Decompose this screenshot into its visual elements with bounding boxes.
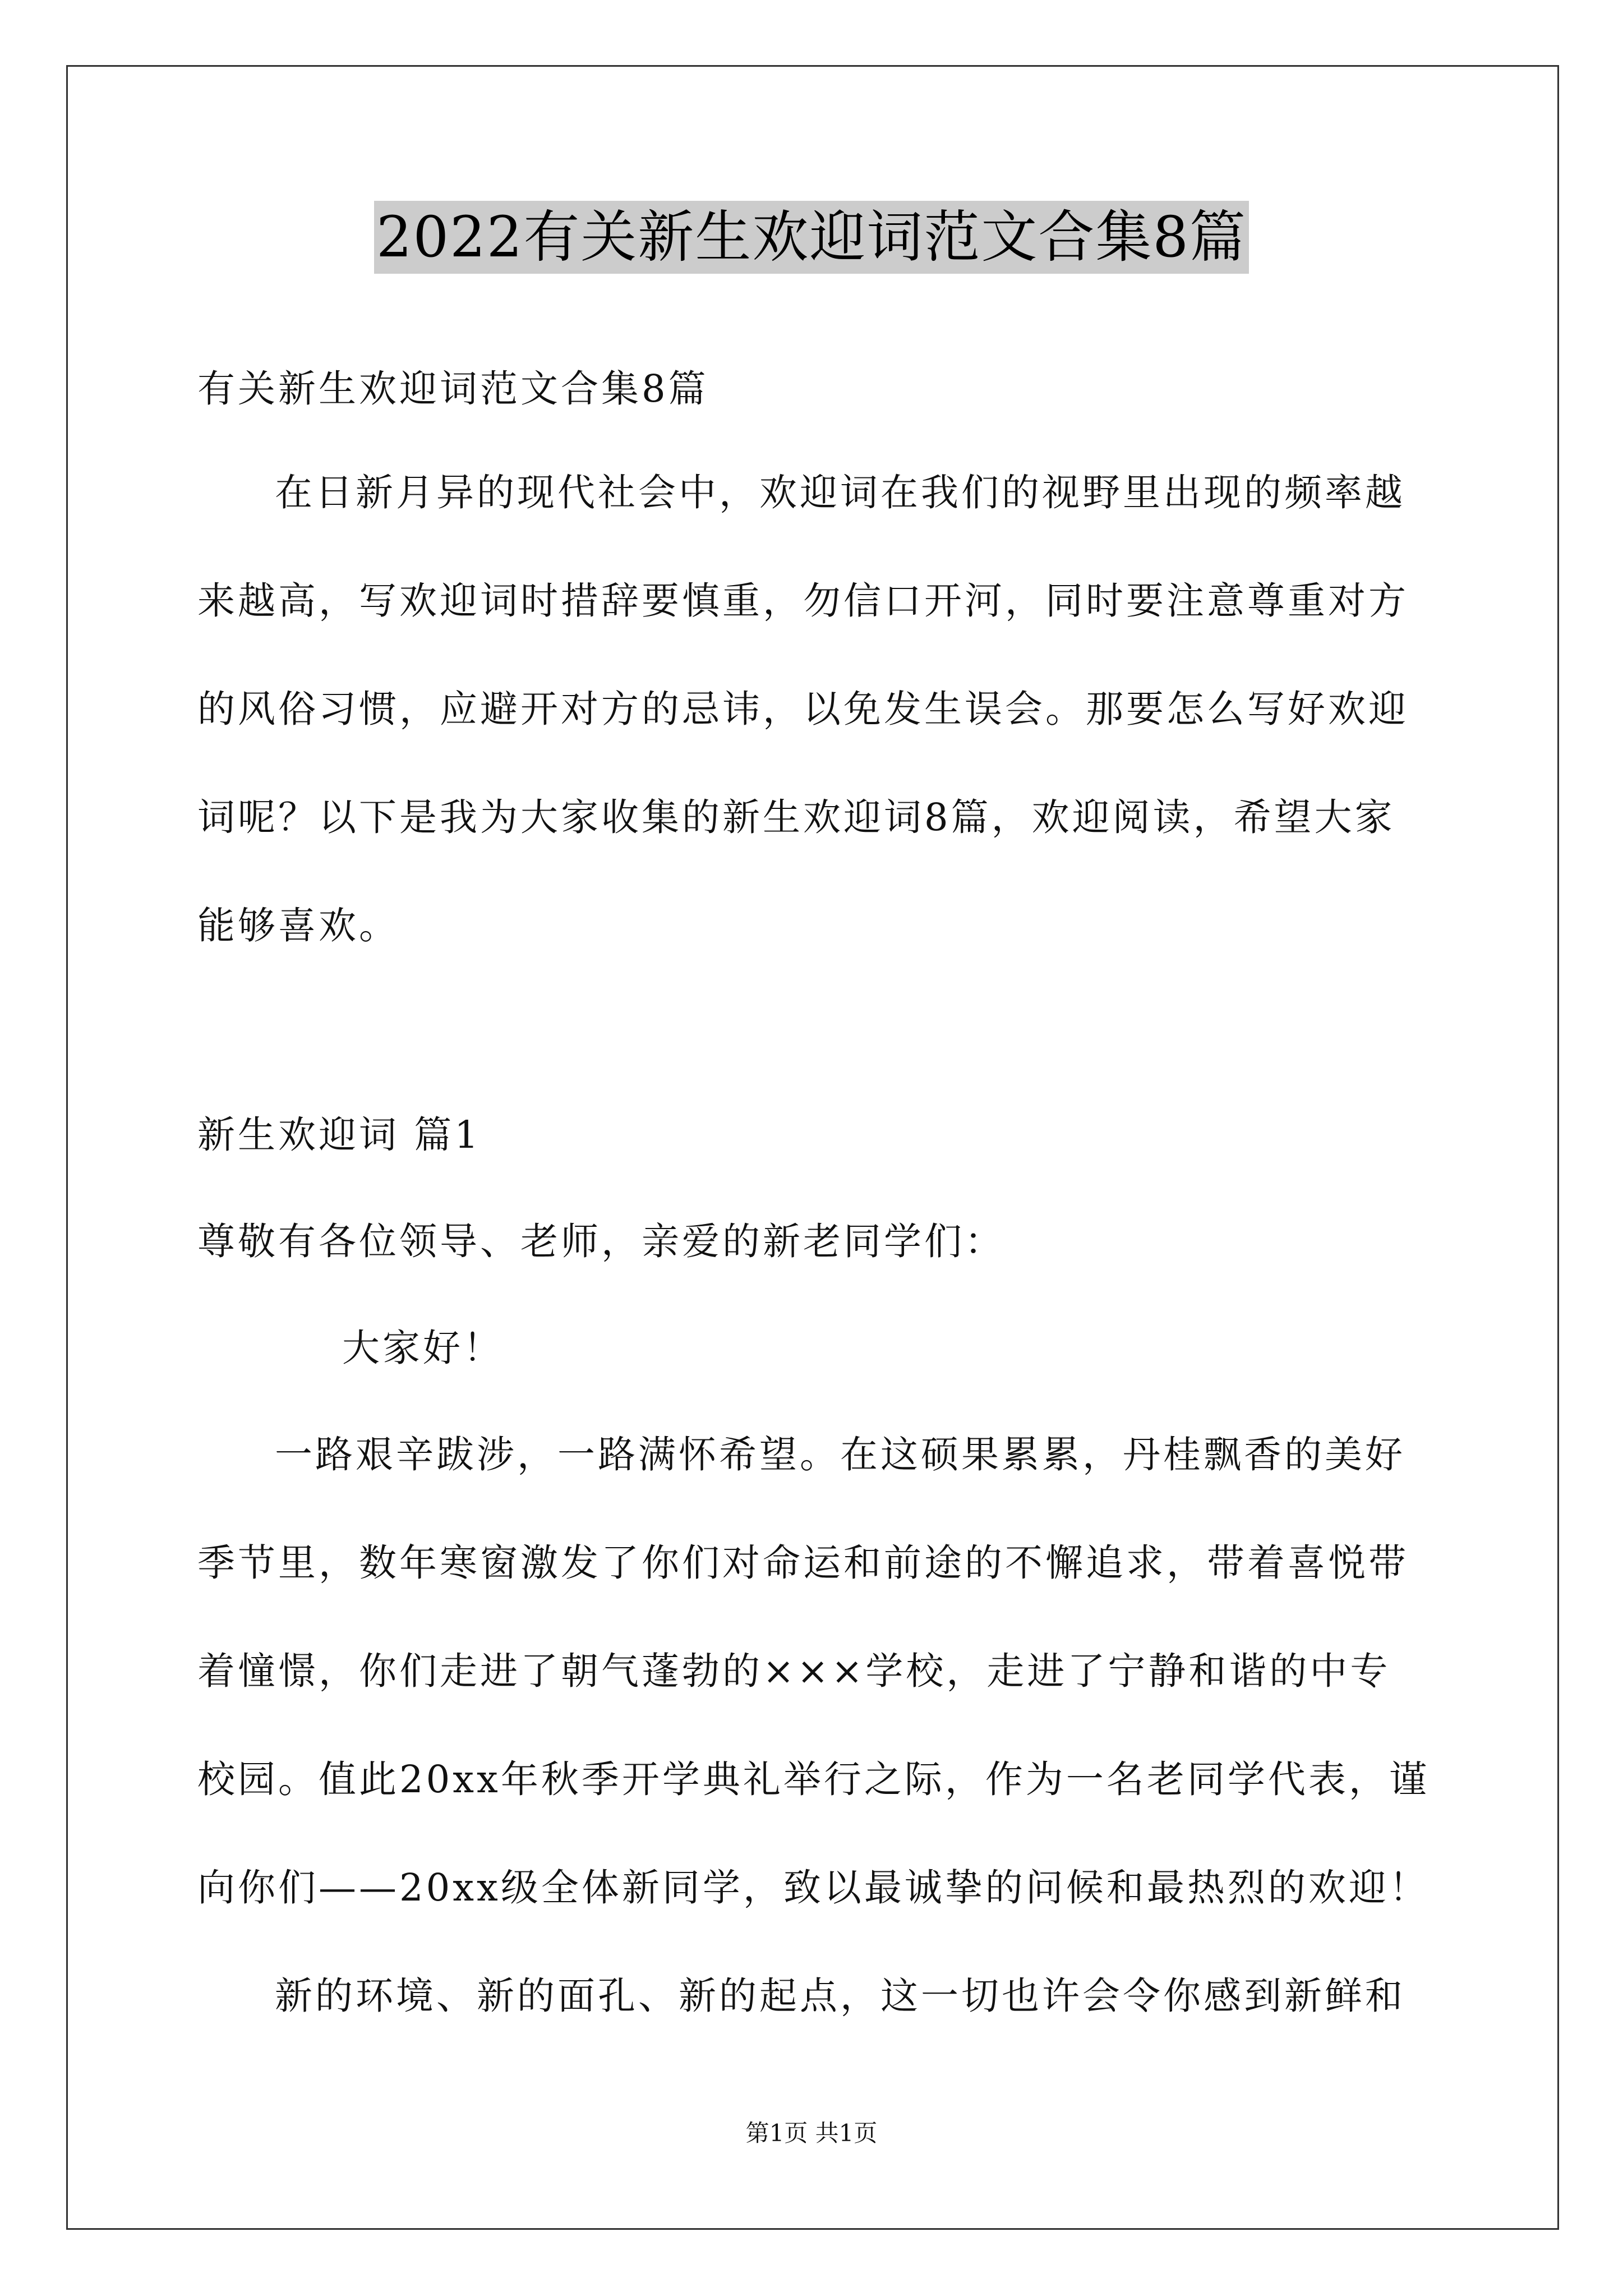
body-line: 校园。值此20xx年秋季开学典礼举行之际，作为一名老同学代表，谨 (197, 1757, 1430, 1801)
intro-line: 词呢？以下是我为大家收集的新生欢迎词8篇，欢迎阅读，希望大家 (197, 795, 1395, 839)
body-line: 一路艰辛跋涉，一路满怀希望。在这硕果累累，丹桂飘香的美好 (275, 1433, 1405, 1476)
intro-line: 来越高，写欢迎词时措辞要慎重，勿信口开河，同时要注意尊重对方 (197, 579, 1409, 623)
intro-line: 的风俗习惯，应避开对方的忌讳，以免发生误会。那要怎么写好欢迎 (197, 687, 1409, 731)
body-line: 新的环境、新的面孔、新的起点，这一切也许会令你感到新鲜和 (275, 1974, 1405, 2018)
document-subtitle: 有关新生欢迎词范文合集8篇 (197, 367, 709, 411)
section-heading: 新生欢迎词 篇1 (197, 1113, 481, 1157)
greeting: 大家好！ (342, 1326, 504, 1370)
document-title: 2022有关新生欢迎词范文合集8篇 (374, 201, 1249, 274)
intro-line: 在日新月异的现代社会中，欢迎词在我们的视野里出现的频率越 (275, 471, 1405, 514)
intro-line: 能够喜欢。 (197, 904, 399, 947)
page-footer: 第1页 共1页 (745, 2119, 878, 2147)
salutation: 尊敬有各位领导、老师，亲爱的新老同学们： (197, 1220, 1005, 1263)
body-line: 季节里，数年寒窗激发了你们对命运和前途的不懈追求，带着喜悦带 (197, 1541, 1409, 1585)
body-line: 着憧憬，你们走进了朝气蓬勃的×××学校，走进了宁静和谐的中专 (197, 1649, 1391, 1693)
title-container (0, 201, 1623, 274)
body-line: 向你们——20xx级全体新同学，致以最诚挚的问候和最热烈的欢迎！ (197, 1866, 1430, 1910)
